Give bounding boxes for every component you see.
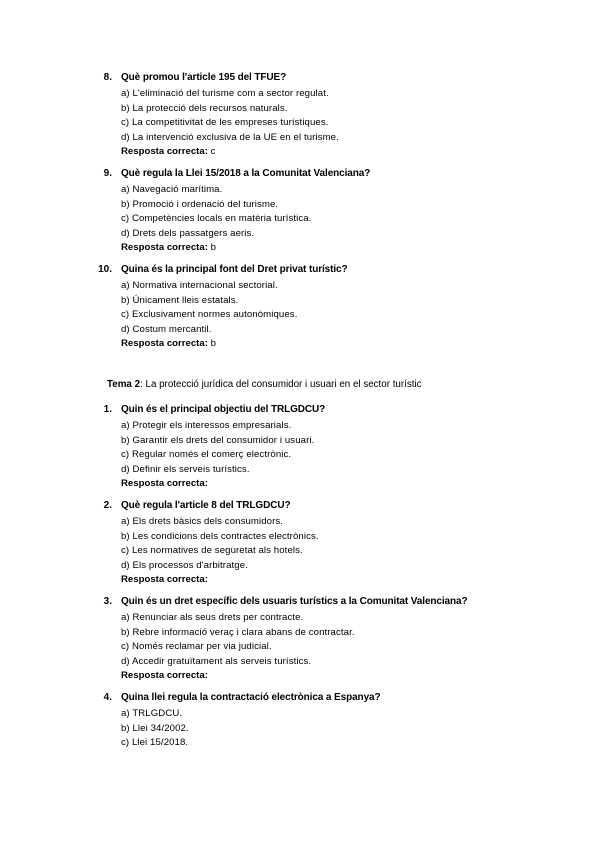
correct-answer (121, 477, 599, 492)
option-item: b) Promoció i ordenació del turisme. (121, 198, 279, 210)
option-item: d) Costum mercantil. (121, 323, 212, 335)
section-prefix: Tema 2 (107, 379, 141, 390)
option-item: a) Normativa internacional sectorial. (121, 280, 278, 291)
option-item: c) Regular només el comerç electrònic. (121, 449, 292, 461)
question-number: 2. (103, 500, 112, 511)
option-item: d) Accedir gratuïtament als serveis turístics. (121, 655, 312, 667)
question-text: Què regula l'article 8 del TRLGDCU? (121, 500, 291, 511)
question-block (0, 404, 599, 492)
option-item: a) Els drets bàsics dels consumidors. (121, 516, 284, 527)
question-block (0, 168, 599, 256)
option-item: c) Competències locals en matèria turística. (121, 213, 312, 225)
question-text: Quina llei regula la contractació electrònica a Espanya? (121, 692, 381, 703)
option-item: d) Definir els serveis turístics. (121, 463, 250, 475)
question-block (0, 264, 599, 352)
option-item: b) Únicament lleis estatals. (121, 294, 239, 306)
option-item: c) La competitivitat de les empreses turístiques. (121, 117, 329, 129)
question-text: Quina és la principal font del Dret privat turístic? (121, 264, 348, 275)
option-item: c) Les normatives de seguretat als hotels. (121, 545, 303, 557)
question-heading (0, 404, 599, 419)
option-list (121, 183, 599, 256)
correct-answer (121, 241, 599, 256)
option-list (121, 515, 599, 588)
question-heading (0, 72, 599, 87)
correct-answer-label: Resposta correcta: (121, 574, 208, 586)
option-item: a) Navegació marítima. (121, 184, 223, 195)
correct-answer-value: c (210, 146, 216, 158)
option-item: b) La protecció dels recursos naturals. (121, 102, 288, 114)
question-block (0, 596, 599, 684)
question-block (0, 500, 599, 588)
question-text: Què promou l'article 195 del TFUE? (121, 72, 287, 83)
question-number: 8. (103, 72, 112, 83)
option-item: d) Els processos d'arbitratge. (121, 559, 248, 571)
question-number: 9. (103, 168, 112, 179)
option-item: d) Drets dels passatgers aeris. (121, 227, 255, 239)
question-heading (0, 596, 599, 611)
option-list (121, 279, 599, 352)
correct-answer (121, 337, 599, 352)
option-item: c) Exclusivament normes autonòmiques. (121, 309, 298, 321)
question-text: Quin és el principal objectiu del TRLGDCU? (121, 404, 326, 415)
option-list (121, 87, 599, 160)
option-list (121, 611, 599, 684)
question-number: 3. (103, 596, 112, 607)
correct-answer (121, 573, 599, 588)
question-block (0, 692, 599, 751)
question-text: Quin és un dret específic dels usuaris turístics a la Comunitat Valenciana? (121, 596, 468, 607)
option-item: a) L'eliminació del turisme com a sector regulat. (121, 88, 329, 99)
correct-answer-label: Resposta correcta: (121, 338, 208, 350)
option-list (121, 707, 599, 751)
option-item: b) Garantir els drets del consumidor i usuari. (121, 434, 315, 446)
correct-answer-label: Resposta correcta: (121, 478, 208, 490)
correct-answer-value: b (210, 338, 216, 350)
correct-answer-label: Resposta correcta: (121, 146, 208, 158)
question-block (0, 72, 599, 160)
option-item: c) Només reclamar per via judicial. (121, 641, 272, 653)
question-number: 10. (98, 264, 112, 275)
option-item: b) Les condicions dels contractes electrònics. (121, 530, 319, 542)
correct-answer-label: Resposta correcta: (121, 670, 208, 682)
option-item: c) Llei 15/2018. (121, 737, 189, 749)
correct-answer (121, 145, 599, 160)
option-item: a) Renunciar als seus drets per contracte. (121, 612, 304, 623)
question-heading (0, 500, 599, 515)
question-text: Què regula la Llei 15/2018 a la Comunitat Valenciana? (121, 168, 371, 179)
question-heading (0, 168, 599, 183)
option-item: d) La intervenció exclusiva de la UE en el turisme. (121, 131, 339, 143)
section-heading (107, 379, 422, 390)
question-heading (0, 692, 599, 707)
correct-answer (121, 669, 599, 684)
option-item: b) Rebre informació veraç i clara abans de contractar. (121, 626, 355, 638)
question-heading (0, 264, 599, 279)
correct-answer-value: b (210, 242, 216, 254)
option-item: a) Protegir els interessos empresarials. (121, 420, 292, 431)
option-item: b) Llei 34/2002. (121, 722, 189, 734)
question-number: 4. (103, 692, 112, 703)
question-number: 1. (103, 404, 112, 415)
option-item: a) TRLGDCU. (121, 708, 183, 719)
correct-answer-label: Resposta correcta: (121, 242, 208, 254)
section-title: : La protecció jurídica del consumidor i usuari en el sector turístic (140, 379, 422, 390)
option-list (121, 419, 599, 492)
